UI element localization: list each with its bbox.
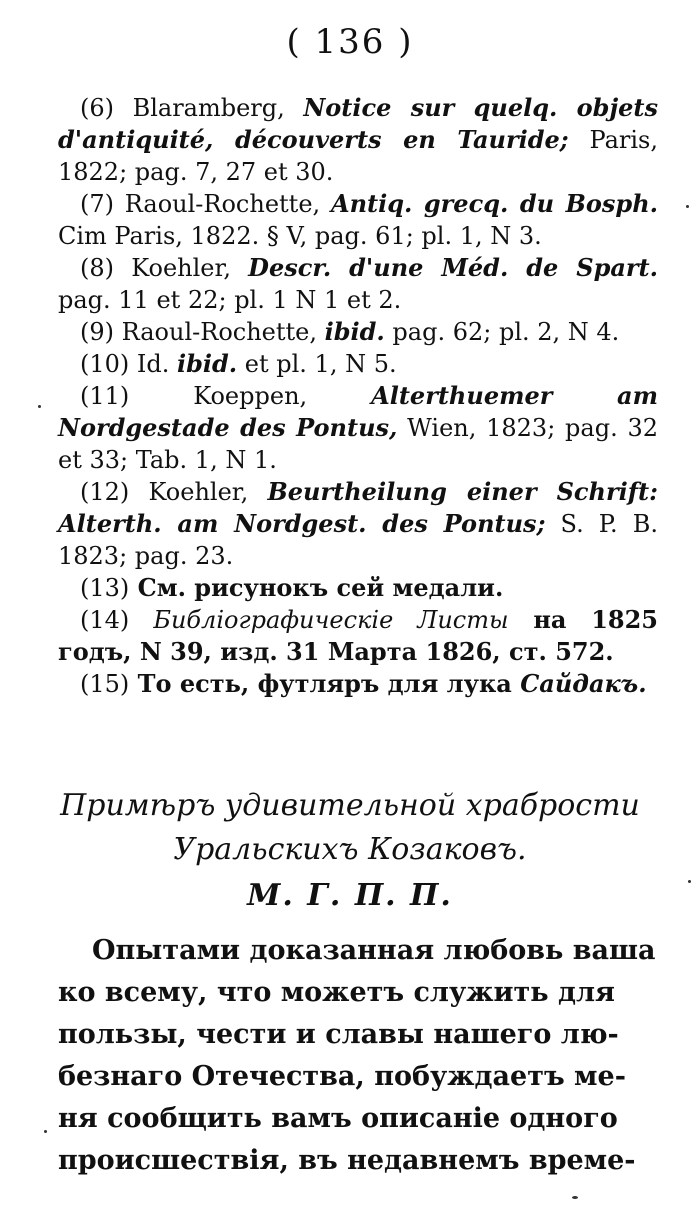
footnote-title: ibid.	[177, 349, 238, 378]
footnote	[58, 92, 658, 188]
footnote-title: Alterthuemer am Nordgestade des Pontus,	[58, 381, 658, 442]
section-title-line: Уральскихъ Козаковъ.	[173, 832, 527, 867]
footnote-text: pag. 11 et 22; pl. 1 N 1 et 2.	[58, 286, 402, 314]
section-title	[40, 784, 660, 872]
footnote-text: Koehler,	[129, 478, 268, 506]
footnote	[58, 380, 658, 476]
footnote-title: ibid.	[324, 317, 385, 346]
footnote-text: См. рисунокъ сей медали.	[129, 573, 504, 602]
footnote-text: pag. 62; pl. 2, N 4.	[384, 318, 620, 346]
footnote	[58, 572, 658, 604]
footnote	[58, 476, 658, 572]
footnote-text: Koehler,	[114, 254, 249, 282]
footnote-text: Id.	[129, 350, 177, 378]
section-title-line: Примѣръ удивительной храбрости	[60, 788, 640, 823]
body-line: происшествія, въ недавнемъ време-	[58, 1145, 636, 1176]
footnote-title: Antiq. grecq. du Bosph.	[330, 189, 658, 218]
footnote-title: Библіографическіе Листы	[153, 606, 509, 634]
footnote	[58, 604, 658, 668]
footnote-number: (10)	[80, 350, 130, 378]
salutation: М. Г. П. П.	[247, 878, 453, 913]
footnote-text: Wien, 1823; pag. 32 et 33; Tab. 1, N 1.	[58, 414, 658, 474]
footnote-text: Cim Paris, 1822. § V, pag. 61; pl. 1, N 3.	[58, 222, 542, 250]
footnote-number: (12)	[80, 478, 130, 506]
footnote-text: на 1825 годъ, N 39, изд. 31 Марта 1826, ст. 572.	[58, 605, 658, 666]
footnote-number: (15)	[80, 670, 130, 698]
body-line: Опытами доказанная любовь ваша	[92, 935, 656, 966]
footnote-text	[129, 606, 153, 634]
print-speck	[44, 1130, 47, 1133]
footnote-number: (13)	[80, 574, 130, 602]
footnote-title: Descr. d'une Méd. de Spart.	[248, 253, 659, 282]
footnote-number: (14)	[80, 606, 130, 634]
footnote-text: Blaramberg,	[114, 94, 304, 122]
footnotes	[58, 92, 658, 700]
footnote-number: (9)	[80, 318, 114, 346]
print-speck	[686, 205, 689, 208]
body-line: безнаго Отечества, побуждаетъ ме-	[58, 1061, 626, 1092]
footnote-number: (11)	[80, 382, 130, 410]
footnote-title: Сайдакъ.	[520, 669, 647, 698]
footnote	[58, 668, 658, 700]
body-paragraph	[58, 930, 658, 1182]
footnote	[58, 188, 658, 252]
footnote-text: Paris, 1822; pag. 7, 27 et 30.	[58, 126, 658, 186]
print-speck	[572, 1196, 578, 1199]
body-line: ко всему, что можетъ служить для	[58, 977, 615, 1008]
print-speck	[38, 405, 41, 408]
footnote-text: Raoul-Rochette,	[114, 318, 325, 346]
footnote	[58, 252, 658, 316]
footnote-number: (7)	[80, 190, 114, 218]
footnote	[58, 348, 658, 380]
footnote-text: S. P. B. 1823; pag. 23.	[58, 510, 659, 570]
print-speck	[688, 880, 691, 883]
page-number: ( 136 )	[286, 22, 414, 62]
footnote	[58, 316, 658, 348]
footnote-title: Notice sur quelq. objets d'antiquité, découverts en Tauride;	[58, 93, 659, 154]
body-line: пользы, чести и славы нашего лю-	[58, 1019, 619, 1050]
body-line: ня сообщить вамъ описаніе одного	[58, 1103, 618, 1134]
footnote-text: Raoul-Rochette,	[114, 190, 331, 218]
footnote-text: et pl. 1, N 5.	[237, 350, 397, 378]
footnote-text: Koeppen,	[129, 382, 372, 410]
footnote-title: Beurtheilung einer Schrift: Alterth. am Nordgest. des Pontus;	[58, 477, 658, 538]
footnote-number: (6)	[80, 94, 114, 122]
footnote-number: (8)	[80, 254, 114, 282]
footnote-text: То есть, футляръ для лука	[129, 669, 521, 698]
